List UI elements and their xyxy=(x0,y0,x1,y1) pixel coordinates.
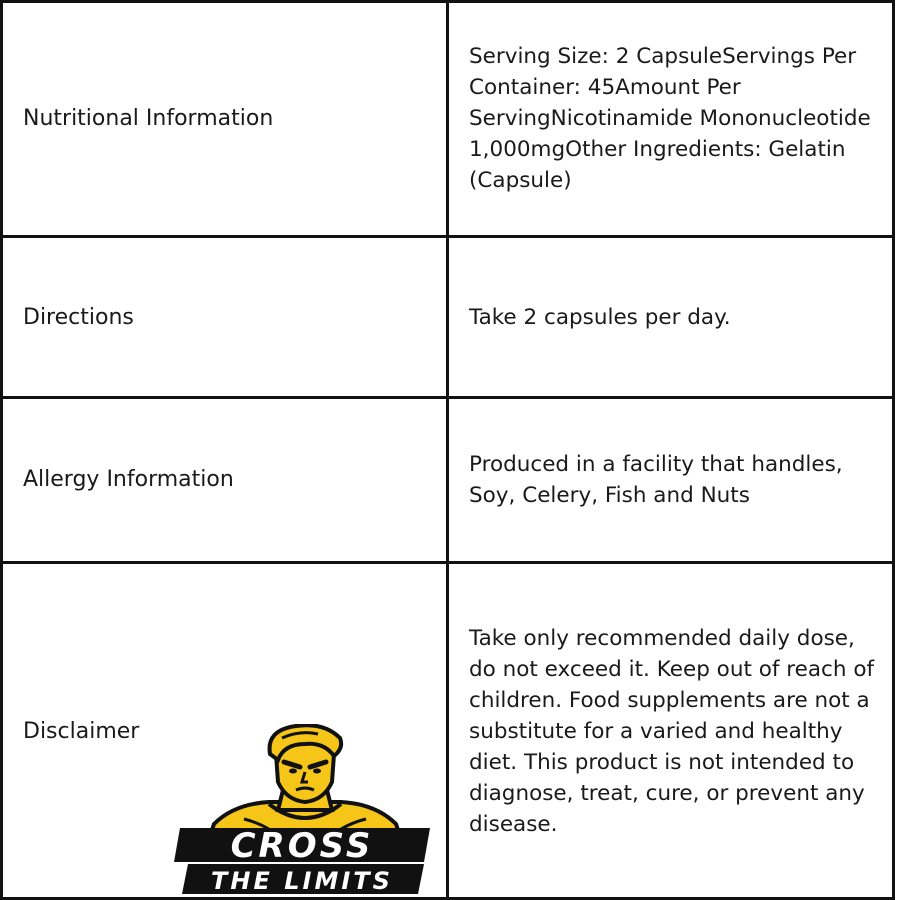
label-text: Directions xyxy=(23,304,134,330)
value-text: Take only recommended daily dose, do not exceed it. Keep out of reach of children. Food supplements are not a substitute for a varied and healthy diet. This product is not intended to diagnose, treat, cure, or prevent any disease. xyxy=(469,625,881,837)
cross-the-limits-logo xyxy=(174,724,436,900)
label-text: Disclaimer xyxy=(23,718,140,744)
value-text: Produced in a facility that handles, Soy, Celery, Fish and Nuts xyxy=(469,451,850,508)
row-value xyxy=(448,397,900,562)
table-row-disclaimer xyxy=(0,562,900,900)
row-label xyxy=(0,237,448,397)
logo-line-2: THE LIMITS xyxy=(211,867,393,895)
table-border-left xyxy=(0,0,3,900)
row-label xyxy=(0,0,448,237)
row-value xyxy=(448,0,900,237)
table-row-allergy xyxy=(0,397,900,562)
row-value xyxy=(448,237,900,397)
row-label xyxy=(0,397,448,562)
table-row-nutrition xyxy=(0,0,900,237)
label-text: Allergy Information xyxy=(23,467,234,492)
label-text: Nutritional Information xyxy=(23,106,274,131)
table-row-directions xyxy=(0,237,900,397)
table-border-right xyxy=(892,0,895,900)
value-text: Take 2 capsules per day. xyxy=(469,304,731,330)
logo-line-1: CROSS xyxy=(230,826,374,866)
row-value xyxy=(448,562,900,900)
value-text: Serving Size: 2 CapsuleServings Per Container: 45Amount Per ServingNicotinamide Mononucleotide 1,000mgOther Ingredients: Gelatin (Capsule) xyxy=(469,44,892,193)
table-column-divider xyxy=(446,0,449,900)
